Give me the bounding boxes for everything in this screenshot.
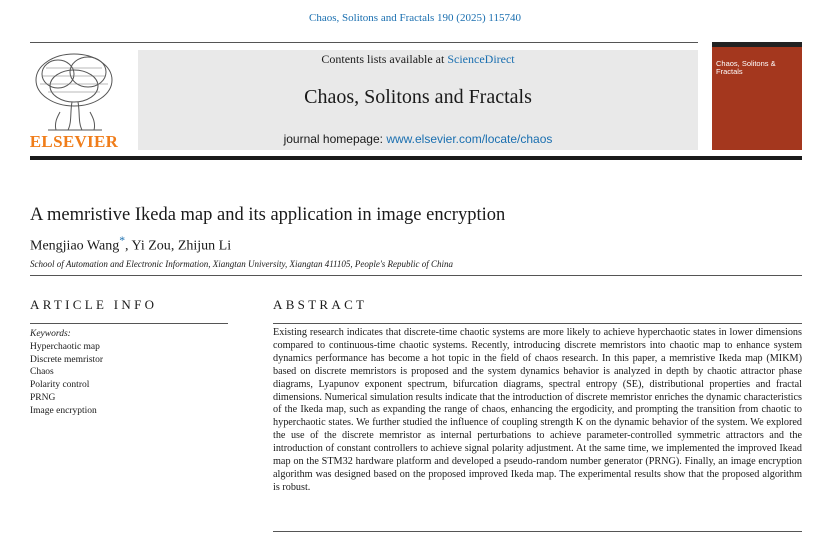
author-name[interactable]: Zhijun Li — [177, 238, 232, 254]
abstract-rule — [273, 323, 802, 324]
keywords-list — [30, 328, 103, 418]
homepage-line — [138, 132, 698, 146]
author-list — [30, 234, 231, 255]
abstract-text: Existing research indicates that discrete-time chaotic systems are more likely to achieve hyperchaotic states in lower dimensions compared to continuous-time chaotic systems. Recently, introducing discrete memristors into chaotic map to enhance system dynamics performance has become a hot topic in the field of chaos research. In this paper, a memristive Ikeda map (MIKM) based on discrete memristors is proposed and the system dynamics behavior is analyzed in depth by chaotic attractor phase diagrams, Lyapunov exponent spectrum, bifurcation diagrams, spectral entropy (SE), distributional properties and fractal dimensions. Numerical simulation results indicate that the introduction of discrete memristor enriches the dynamic characteristics of the Ikeda map, such as expanding the range of chaos, enhancing the ergodicity, and prompting the transition from chaotic to hyperchaotic states. We further studied the influence of coupling strength K on the dynamic behavior of the system. We explored the use of the discrete memristor as internal perturbations to achieve parameter-controlled symmetric attractors and the introduction of constant controllers to achieve signal polarity adjustment. At the same time, we implemented the improved Ikead map on the STM32 hardware platform and developed a pseudo-random number generator (PRNG). Finally, an image encryption algorithm was designed based on the proposed improved Ikeda map. The experimental results show that the proposed algorithm is robust. — [273, 327, 802, 493]
keyword: Chaos — [30, 367, 54, 378]
keyword: Discrete memristor — [30, 354, 104, 365]
cover-title: Chaos, Solitons & Fractals — [716, 59, 776, 76]
masthead-rule — [30, 156, 802, 160]
homepage-prefix: journal homepage: — [283, 132, 387, 146]
keyword: Polarity control — [30, 380, 90, 391]
publisher-name: ELSEVIER — [29, 132, 119, 151]
author-name[interactable]: Yi Zou — [131, 238, 171, 254]
author-name[interactable]: Mengjiao Wang — [30, 238, 120, 254]
top-rule — [30, 42, 698, 43]
article-info-heading: ARTICLE INFO — [30, 297, 158, 312]
keyword: Hyperchaotic map — [30, 341, 100, 352]
affiliation-rule — [30, 275, 802, 276]
affiliation: School of Automation and Electronic Information, Xiangtan University, Xiangtan 411105, People's Republic of China — [30, 259, 454, 269]
paper-title: A memristive Ikeda map and its application in image encryption — [30, 205, 506, 225]
author-separator: , — [170, 238, 178, 254]
journal-citation[interactable]: Chaos, Solitons and Fractals 190 (2025) 115740 — [309, 12, 521, 24]
contents-prefix: Contents lists available at — [321, 52, 448, 66]
journal-title: Chaos, Solitons and Fractals — [304, 86, 532, 108]
contents-line — [138, 52, 698, 67]
cover-top-band — [712, 42, 802, 47]
abstract-bottom-rule — [273, 531, 802, 532]
abstract-heading: ABSTRACT — [273, 297, 368, 312]
homepage-link[interactable]: www.elsevier.com/locate/chaos — [386, 132, 553, 146]
sciencedirect-link[interactable]: ScienceDirect — [447, 52, 515, 66]
keywords-label: Keywords: — [30, 329, 71, 339]
keyword: PRNG — [30, 392, 56, 403]
corresponding-author-mark[interactable]: * — [119, 234, 126, 247]
journal-banner — [138, 50, 698, 150]
article-info-rule — [30, 323, 228, 324]
keyword: Image encryption — [30, 405, 97, 416]
journal-cover[interactable] — [712, 42, 802, 150]
author-separator: , — [125, 238, 132, 254]
